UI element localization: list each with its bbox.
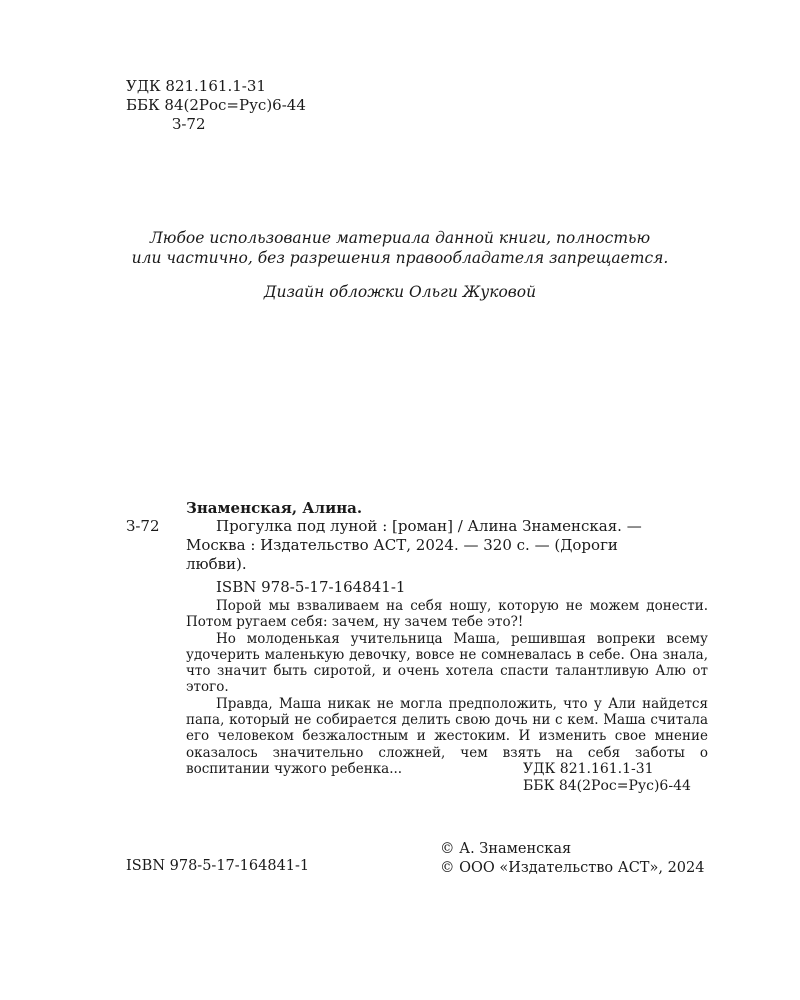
card-author-mark: З-72 — [126, 517, 160, 535]
card-title-line: любви). — [186, 555, 247, 573]
card-title-block — [186, 517, 708, 574]
copyrights — [440, 840, 704, 878]
cover-design-credit: Дизайн обложки Ольги Жуковой — [263, 283, 537, 301]
notice-line-1: Любое использование материала данной книги, полностью — [149, 229, 651, 247]
card-codes — [523, 761, 691, 795]
copyright-publisher: © ООО «Издательство АСТ», 2024 — [440, 860, 705, 876]
card-isbn: ISBN 978-5-17-164841-1 — [216, 578, 406, 596]
card-title-line: Москва : Издательство АСТ, 2024. — 320 с. — (Дороги — [186, 536, 618, 554]
annotation-paragraph: Порой мы взваливаем на себя ношу, которую не можем донести. Потом ругаем себя: зачем, ну зачем тебе это?! — [186, 598, 708, 631]
card-bbk: ББК 84(2Рос=Рус)6-44 — [523, 778, 691, 794]
copyright-author: © А. Знаменская — [440, 841, 572, 857]
card-title-line: Прогулка под луной : [роман] / Алина Знаменская. — — [216, 517, 642, 535]
footer-isbn: ISBN 978-5-17-164841-1 — [126, 858, 310, 874]
annotation-paragraph: Правда, Маша никак не могла предположить, что у Али найдется папа, который не собирается делить свою дочь ни с кем. Маша считала его человеком безжалостным и жестоким. И изменить свое мнение оказалось значительно сложней, чем взять на себя заботы о воспитании чужого ребенка... — [186, 695, 708, 777]
notice-line-2: или частично, без разрешения правообладателя запрещается. — [131, 249, 669, 267]
udk-code: УДК 821.161.1-31 — [126, 77, 266, 95]
bbk-code: ББК 84(2Рос=Рус)6-44 — [126, 96, 306, 114]
copyright-notice — [100, 228, 700, 268]
header-codes — [126, 77, 306, 134]
card-author: Знаменская, Алина. — [186, 499, 363, 517]
annotation-paragraph: Но молоденькая учительница Маша, решившая вопреки всему удочерить маленькую девочку, вовсе не сомневалась в себе. Она знала, что значит быть сиротой, и очень хотела спасти талантливую Алю от этого. — [186, 630, 708, 696]
card-udk: УДК 821.161.1-31 — [523, 761, 654, 777]
author-mark: З-72 — [172, 115, 206, 133]
annotation — [186, 598, 708, 777]
